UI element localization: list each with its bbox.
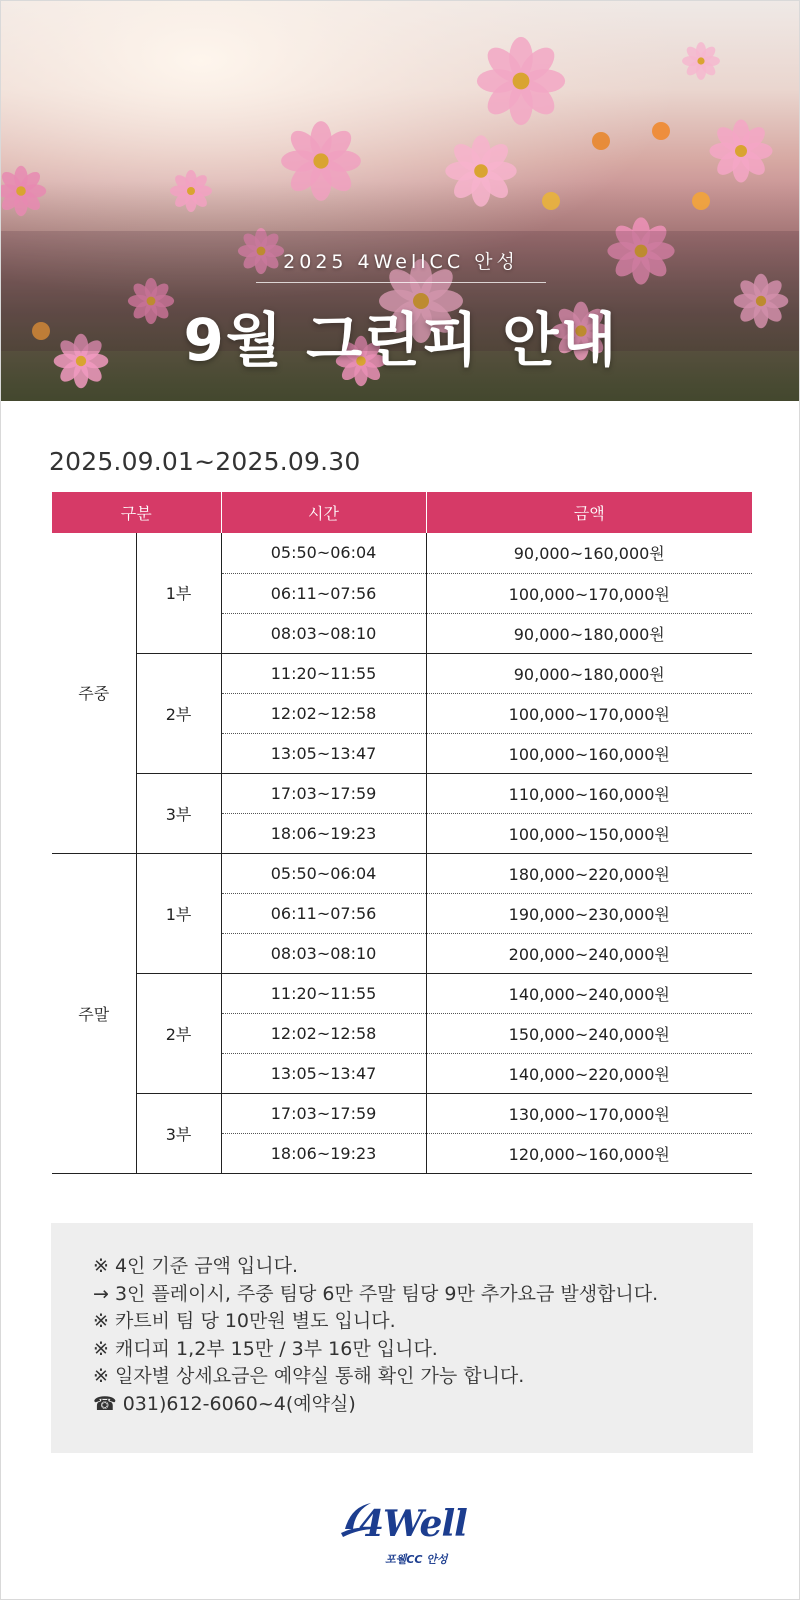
table-row [52, 1093, 752, 1133]
header-price: 금액 [426, 492, 752, 533]
table-row [52, 533, 752, 573]
date-range: 2025.09.01~2025.09.30 [49, 447, 361, 476]
table-row [52, 973, 752, 1013]
price-cell: 90,000~180,000원 [426, 613, 752, 653]
table-row [52, 773, 752, 813]
price-cell: 180,000~220,000원 [426, 853, 752, 893]
note-line: → 3인 플레이시, 주중 팀당 6만 주말 팀당 9만 추가요금 발생합니다. [93, 1282, 659, 1305]
price-cell: 140,000~220,000원 [426, 1053, 752, 1093]
table-row [52, 653, 752, 693]
session-cell: 3부 [136, 773, 221, 853]
green-fee-table [52, 492, 752, 1174]
price-cell: 130,000~170,000원 [426, 1093, 752, 1133]
time-cell: 05:50~06:04 [221, 853, 426, 893]
price-cell: 100,000~150,000원 [426, 813, 752, 853]
time-cell: 06:11~07:56 [221, 893, 426, 933]
header-time: 시간 [221, 492, 426, 533]
time-cell: 13:05~13:47 [221, 733, 426, 773]
price-cell: 90,000~160,000원 [426, 533, 752, 573]
brand-logo [337, 1499, 467, 1569]
table-row [52, 853, 752, 893]
price-cell: 200,000~240,000원 [426, 933, 752, 973]
time-cell: 12:02~12:58 [221, 693, 426, 733]
day-type-cell: 주중 [52, 533, 136, 853]
time-cell: 06:11~07:56 [221, 573, 426, 613]
logo-brand-text: 4Well [359, 1503, 467, 1545]
hero-title: 9월 그린피 안내 [183, 306, 619, 374]
logo-sub-text: 포웰CC 안성 [385, 1553, 448, 1566]
time-cell: 08:03~08:10 [221, 933, 426, 973]
price-cell: 190,000~230,000원 [426, 893, 752, 933]
note-line: ※ 4인 기준 금액 입니다. [93, 1255, 299, 1277]
header-category: 구분 [52, 492, 221, 533]
hero-divider [256, 282, 546, 283]
time-cell: 18:06~19:23 [221, 813, 426, 853]
note-line: ※ 캐디피 1,2부 15만 / 3부 16만 입니다. [93, 1337, 438, 1360]
session-cell: 1부 [136, 533, 221, 653]
price-cell: 110,000~160,000원 [426, 773, 752, 813]
note-line: ※ 일자별 상세요금은 예약실 통해 확인 가능 합니다. [93, 1365, 525, 1388]
price-cell: 100,000~160,000원 [426, 733, 752, 773]
time-cell: 17:03~17:59 [221, 1093, 426, 1133]
day-type-cell: 주말 [52, 853, 136, 1173]
price-cell: 100,000~170,000원 [426, 573, 752, 613]
session-cell: 1부 [136, 853, 221, 973]
price-cell: 140,000~240,000원 [426, 973, 752, 1013]
price-cell: 150,000~240,000원 [426, 1013, 752, 1053]
price-cell: 120,000~160,000원 [426, 1133, 752, 1173]
session-cell: 2부 [136, 653, 221, 773]
time-cell: 18:06~19:23 [221, 1133, 426, 1173]
table-header-row [52, 492, 752, 533]
time-cell: 11:20~11:55 [221, 973, 426, 1013]
time-cell: 13:05~13:47 [221, 1053, 426, 1093]
note-phone: ☎ 031)612-6060~4(예약실) [93, 1392, 356, 1415]
price-cell: 90,000~180,000원 [426, 653, 752, 693]
hero-banner [1, 1, 800, 401]
notes-box [51, 1223, 753, 1453]
hero-subtitle: 2025 4WellCC 안성 [283, 251, 519, 273]
time-cell: 11:20~11:55 [221, 653, 426, 693]
session-cell: 3부 [136, 1093, 221, 1173]
session-cell: 2부 [136, 973, 221, 1093]
price-cell: 100,000~170,000원 [426, 693, 752, 733]
time-cell: 17:03~17:59 [221, 773, 426, 813]
time-cell: 08:03~08:10 [221, 613, 426, 653]
time-cell: 12:02~12:58 [221, 1013, 426, 1053]
time-cell: 05:50~06:04 [221, 533, 426, 573]
note-line: ※ 카트비 팀 당 10만원 별도 입니다. [93, 1310, 396, 1333]
